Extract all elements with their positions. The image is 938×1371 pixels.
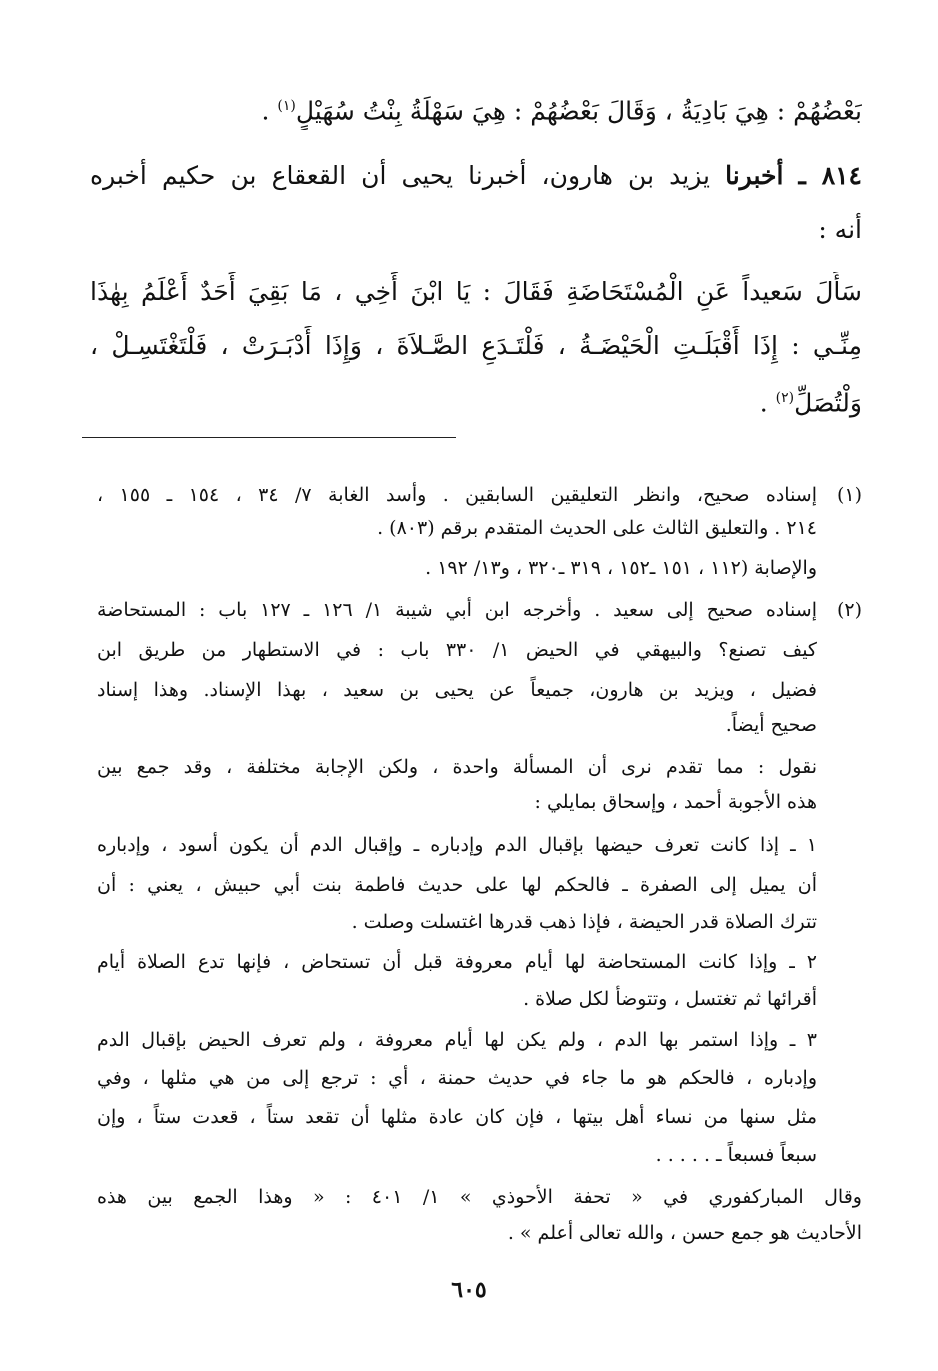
footnote-2-line: الأحاديث هو جمع حسن ، والله تعالى أعلم » .: [507, 1222, 862, 1244]
footnote-2-line: تترك الصلاة قدر الحيضة ، فإذا ذهب قدرها اغتسلت وصلت .: [351, 911, 817, 933]
footnote-2-line: فضيل ، ويزيد بن هارون، جميعاً عن يحيى بن سعيد ، بهذا الإسناد. وهذا إسناد: [97, 679, 817, 701]
footnote-2-line: إسناده صحيح إلى سعيد . وأخرجه ابن أبي شيبة ١/ ١٢٦ ـ ١٢٧ باب : المستحاضة: [97, 599, 817, 621]
footnote-2-line: أن يميل إلى الصفرة ـ فالحكم لها على حديث فاطمة بنت أبي حبيش ، يعني : أن: [97, 874, 817, 896]
footnote-2-line: هذه الأجوبة أحمد ، وإسحاق بمايلي :: [534, 791, 817, 813]
footnote-ref-1: (١): [277, 98, 296, 114]
footnote-2-line: مثل سنها من نساء أهل بيتها ، فإن كان عادة مثلها أن تقعد ستاً ، قعدت ستاً ، وإن: [97, 1106, 817, 1128]
footnote-1-label: (١): [836, 484, 862, 506]
text-line-3: أنه :: [818, 215, 862, 244]
text-line-5: مِنِّـي : إِذَا أَقْبَلَـتِ الْحَيْضَـةُ ، فَلْتَـدَعِ الصَّـلاَةَ ، وَإِذَا أَدْبَـرَتْ ، فَلْتَغْتَسِـلْ ،: [90, 331, 862, 360]
footnote-separator: [82, 437, 456, 438]
footnote-2-line: أقرائها ثم تغتسل ، وتتوضأ لكل صلاة .: [523, 988, 817, 1010]
footnote-ref-2: (٢): [775, 390, 795, 406]
line6-text: وَلْتُصَلِّ: [794, 388, 862, 418]
footnote-2-line: سبعاً فسبعاً ـ . . . . .: [655, 1144, 817, 1166]
text-line-2: [90, 156, 862, 200]
footnote-2-line: وقال المباركفوري في « تحفة الأحوذي » ١/ ٤٠١ : « وهذا الجمع بين هذه: [97, 1186, 862, 1208]
hadith-number: ٨١٤ ـ: [798, 161, 862, 190]
footnote-2-line: كيف تصنع؟ والبيهقي في الحيض ١/ ٣٣٠ باب : في الاستطهار من طريق ابن: [97, 639, 817, 661]
text-line-4: سَأَلَ سَعيداً عَنِ الْمُسْتَحَاضَةِ فَقَالَ : يَا ابْنَ أَخِي ، مَا بَقِيَ أَحَدٌ أَعْلَمُ بِهٰذَا: [90, 277, 862, 306]
text-line-6: [90, 378, 862, 422]
footnote-2-line: ٢ ـ وإذا كانت المستحاضة لها أيام معروفة قبل أن تستحاض ، فإنها تدع الصلاة أيام: [97, 951, 817, 973]
footnote-2-line: ٣ ـ وإذا استمر بها الدم ، ولم يكن لها أيام معروفة ، ولم تعرف الحيض بإقبال الدم: [97, 1029, 817, 1051]
footnote-1-line: والإصابة (١١٢ ، ١٥١ ـ١٥٢ ، ٣١٩ ـ٣٢٠ ، و١٣/ ١٩٢ .: [425, 557, 817, 579]
footnote-2-line: نقول : مما تقدم نرى أن المسألة واحدة ، ولكن الإجابة مختلفة ، وقد جمع بين: [97, 756, 817, 778]
footnote-1-line: ٢١٤ . والتعليق الثالث على الحديث المتقدم برقم (٨٠٣) .: [377, 517, 817, 539]
line1-text: بَعْضُهُمْ : هِيَ بَادِيَةُ ، وَقَالَ بَعْضُهُمْ : هِيَ سَهْلَةُ بِنْتُ سُهَيْلٍ: [295, 96, 862, 126]
akhbarana-word: أخبرنا: [725, 161, 784, 190]
footnote-2-line: ١ ـ إذا كانت تعرف حيضها بإقبال الدم وإدباره ـ وإقبال الدم أن يكون أسود ، وإدباره: [97, 834, 817, 856]
line1-end: .: [261, 96, 278, 126]
text-line-1: [90, 86, 862, 130]
footnote-2-label: (٢): [836, 599, 862, 621]
footnote-2-line: وإدباره ، فالحكم هو ما جاء في حديث حمنة ، أي : ترجع إلى من هي مثلها ، وفي: [97, 1067, 817, 1089]
line6-end: .: [759, 388, 776, 418]
page-number: ٦٠٥: [451, 1277, 487, 1303]
footnote-1-line: إسناده صحيح، وانظر التعليقين السابقين . وأسد الغابة ٧/ ٣٤ ، ١٥٤ ـ ١٥٥ ،: [97, 484, 817, 506]
line2-rest: يزيد بن هارون، أخبرنا يحيى أن القعقاع بن حكيم أخبره: [90, 161, 726, 190]
footnote-2-line: صحيح أيضاً.: [725, 714, 817, 736]
